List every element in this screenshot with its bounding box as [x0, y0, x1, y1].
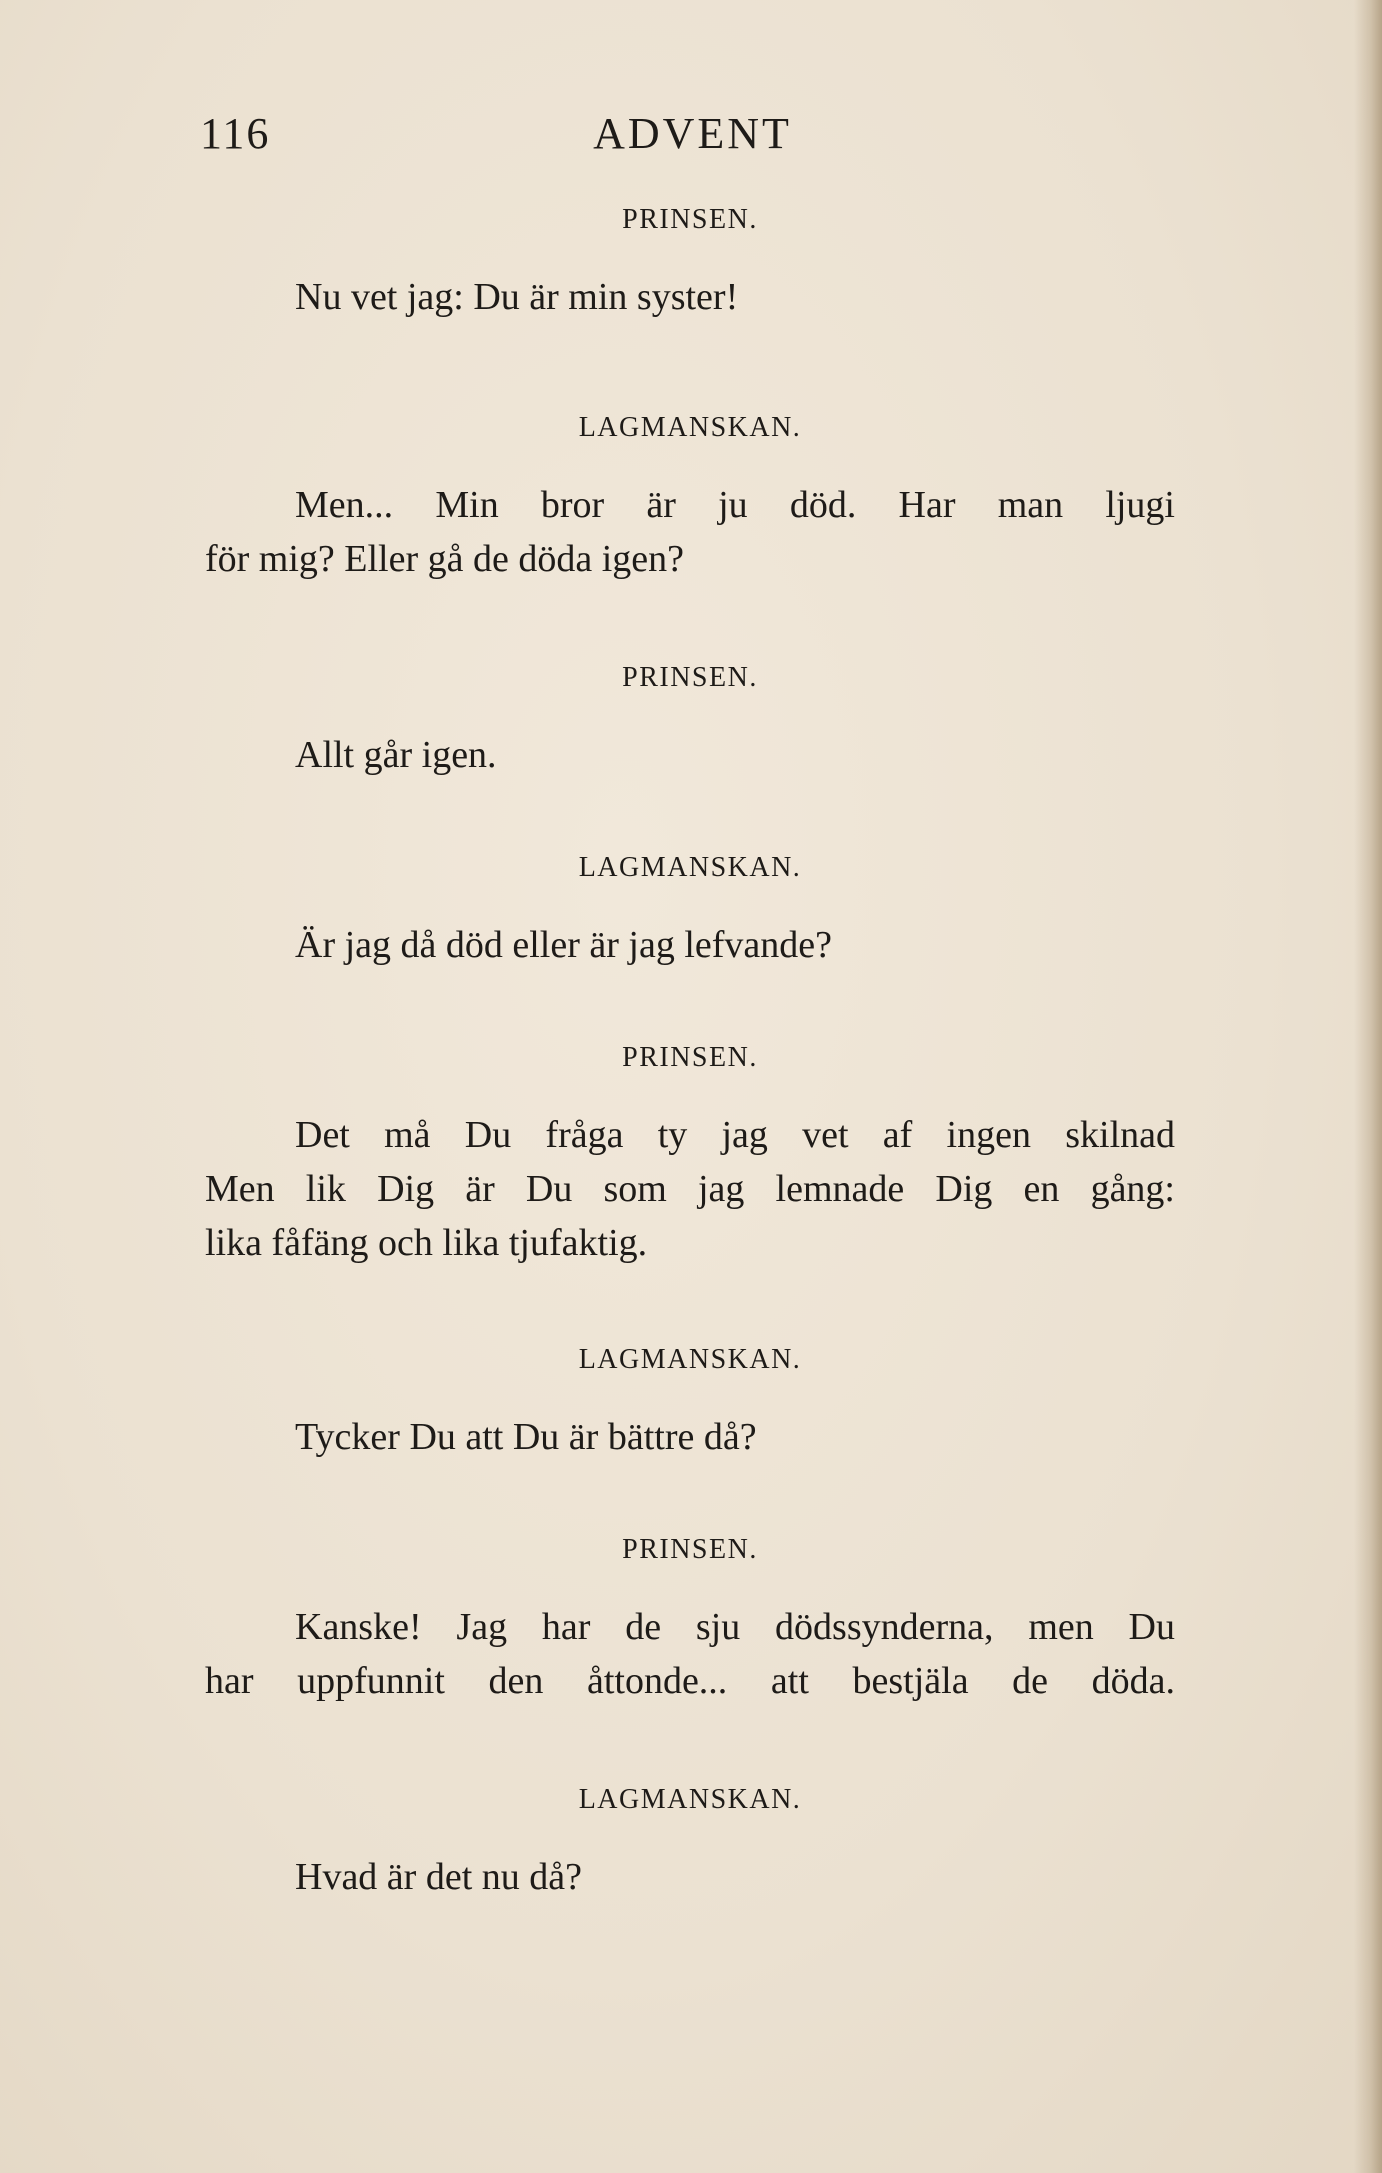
- speech-line: Hvad är det nu då?: [295, 1856, 582, 1898]
- speech-line: Är jag då död eller är jag lefvande?: [295, 924, 833, 966]
- speech-text: [205, 478, 1175, 586]
- speech-line: Men... Min bror är ju död. Har man ljugi: [295, 484, 1175, 526]
- speaker-name: LAGMANSKAN.: [578, 1784, 802, 1815]
- dialogue-block: [205, 848, 1175, 972]
- speech-line: Men lik Dig är Du som jag lemnade Dig en gång:: [205, 1168, 1175, 1210]
- page-header: [200, 108, 1185, 168]
- dialogue-block: [205, 1340, 1175, 1464]
- speech-text: [205, 1410, 1175, 1464]
- speech-line: har uppfunnit den åttonde... att bestjäla de döda.: [205, 1660, 1175, 1702]
- speech-text: [205, 1850, 1175, 1904]
- speech-text: [205, 1108, 1175, 1270]
- page-edge-shadow: [1354, 0, 1382, 2173]
- dialogue-block: [205, 1038, 1175, 1270]
- speaker-name: LAGMANSKAN.: [578, 852, 802, 883]
- speaker-name: LAGMANSKAN.: [578, 412, 802, 443]
- running-title: ADVENT: [593, 109, 792, 158]
- page-number: 116: [200, 109, 271, 158]
- speaker-name: PRINSEN.: [622, 1534, 758, 1565]
- dialogue-block: [205, 408, 1175, 586]
- speaker-name: LAGMANSKAN.: [578, 1344, 802, 1375]
- speech-line: Nu vet jag: Du är min syster!: [295, 276, 739, 318]
- speech-line: Allt går igen.: [295, 734, 497, 776]
- speech-text: [205, 728, 1175, 782]
- speaker-name: PRINSEN.: [622, 204, 758, 235]
- speaker-name: PRINSEN.: [622, 662, 758, 693]
- speech-line: Tycker Du att Du är bättre då?: [295, 1416, 757, 1458]
- speech-line: Det må Du fråga ty jag vet af ingen skilnad: [295, 1114, 1175, 1156]
- speech-line: Kanske! Jag har de sju dödssynderna, men Du: [295, 1606, 1175, 1648]
- speech-line: för mig? Eller gå de döda igen?: [205, 538, 685, 580]
- speech-line: lika fåfäng och lika tjufaktig.: [205, 1222, 648, 1264]
- speech-text: [205, 918, 1175, 972]
- dialogue-block: [205, 1530, 1175, 1708]
- dialogue-block: [205, 1780, 1175, 1904]
- speech-text: [205, 270, 1175, 324]
- dialogue-block: [205, 200, 1175, 324]
- dialogue-block: [205, 658, 1175, 782]
- speaker-name: PRINSEN.: [622, 1042, 758, 1073]
- speech-text: [205, 1600, 1175, 1708]
